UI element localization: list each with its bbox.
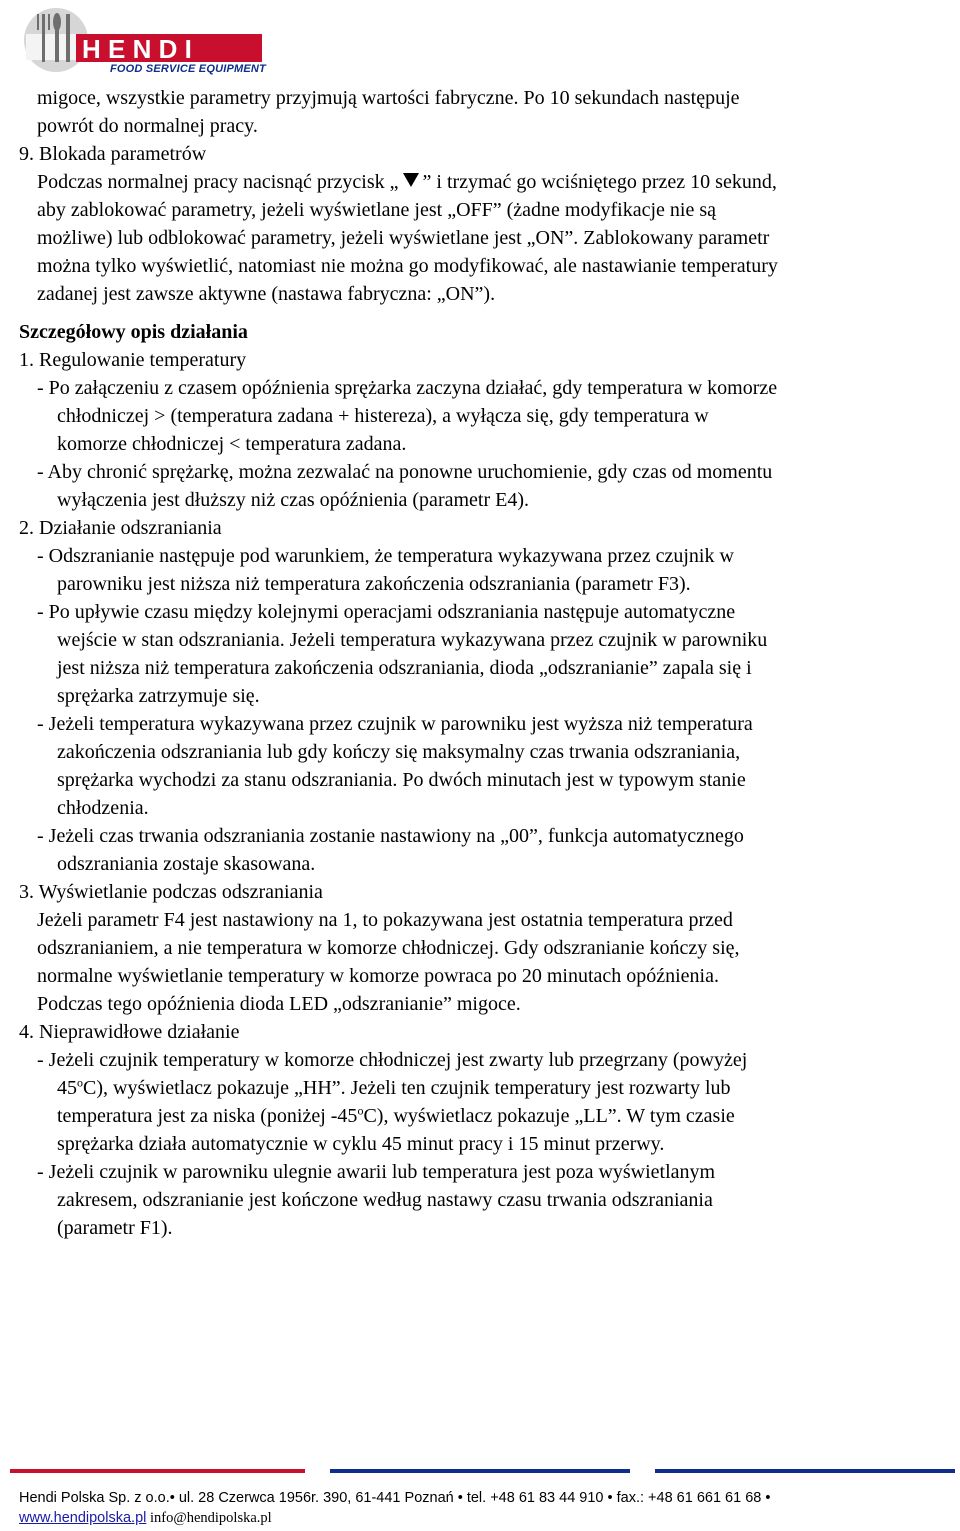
text-line: zakresem, odszranianie jest kończone według nastawy czasu trwania odszraniania (57, 1189, 713, 1211)
text-line: - Jeżeli czujnik w parowniku ulegnie awarii lub temperatura jest poza wyświetlanym (37, 1161, 716, 1183)
degree-superscript: o (77, 1075, 83, 1090)
text-line: odszraniania zostaje skasowana. (57, 853, 316, 875)
hendi-logo (20, 4, 266, 78)
website-link[interactable]: www.hendipolska.pl (19, 1510, 147, 1526)
text-line: można tylko wyświetlić, natomiast nie można go modyfikować, ale nastawianie temperatury (37, 255, 778, 277)
text-line: aby zablokować parametry, jeżeli wyświetlane jest „OFF” (żadne modyfikacje nie są (37, 199, 716, 221)
logo-letters: H E N D I (82, 34, 192, 64)
subsection-heading-4: 4. Nieprawidłowe działanie (19, 1021, 240, 1043)
text-line: jest niższa niż temperatura zakończenia odszraniania, dioda „odszranianie” zapala się i (57, 657, 752, 679)
text-line: - Po załączeniu z czasem opóźnienia sprężarka zaczyna działać, gdy temperatura w komorze (37, 377, 778, 399)
degree-superscript: o (357, 1103, 364, 1118)
text-line: normalne wyświetlanie temperatury w komorze powraca po 20 minutach opóźnienia. (37, 965, 719, 987)
subsection-heading-1: 1. Regulowanie temperatury (19, 349, 247, 371)
footer-divider-blue (655, 1469, 955, 1473)
text-line: chłodzenia. (57, 797, 149, 819)
footer-contact (19, 1510, 272, 1527)
footer-address: Hendi Polska Sp. z o.o.• ul. 28 Czerwca 1956r. 390, 61-441 Poznań • tel. +48 61 83 44 910 • fax.: +48 61 661 61 68 • (19, 1490, 771, 1506)
text-line (57, 1102, 735, 1130)
subsection-heading-2: 2. Działanie odszraniania (19, 517, 222, 539)
text-line (57, 1074, 731, 1102)
text-line: sprężarka wychodzi za stanu odszraniania. Po dwóch minutach jest w typowym stanie (57, 769, 746, 791)
text-line: zadanej jest zawsze aktywne (nastawa fabryczna: „ON”). (37, 283, 496, 305)
email-text: info@hendipolska.pl (149, 1510, 272, 1526)
text-line: komorze chłodniczej < temperatura zadana. (57, 433, 407, 455)
text-line (37, 168, 777, 196)
text-span: C), wyświetlacz pokazuje „LL”. W tym czasie (363, 1105, 735, 1127)
subsection-heading-3: 3. Wyświetlanie podczas odszraniania (19, 881, 323, 903)
text-span: ” i trzymać go wciśniętego przez 10 sekund, (422, 171, 777, 193)
footer-divider-red (10, 1469, 305, 1473)
footer-divider-blue (330, 1469, 630, 1473)
text-line: powrót do normalnej pracy. (37, 115, 258, 137)
text-line: migoce, wszystkie parametry przyjmują wartości fabryczne. Po 10 sekundach następuje (37, 87, 740, 109)
text-line: Jeżeli parametr F4 jest nastawiony na 1, to pokazywana jest ostatnia temperatura przed (37, 909, 733, 931)
logo-wordmark (76, 32, 266, 64)
text-span: temperatura jest za niska (poniżej -45 (57, 1105, 358, 1127)
text-line: - Aby chronić sprężarkę, można zezwalać na ponowne uruchomienie, gdy czas od momentu (37, 461, 773, 483)
text-line: wejście w stan odszraniania. Jeżeli temperatura wykazywana przez czujnik w parowniku (57, 629, 768, 651)
text-line: - Jeżeli temperatura wykazywana przez czujnik w parowniku jest wyższa niż temperatura (37, 713, 753, 735)
down-arrow-icon (403, 173, 419, 187)
text-line: sprężarka działa automatycznie w cyklu 45 minut pracy i 15 minut przerwy. (57, 1133, 665, 1155)
text-line: - Po upływie czasu między kolejnymi operacjami odszraniania następuje automatyczne (37, 601, 736, 623)
text-line: parowniku jest niższa niż temperatura zakończenia odszraniania (parametr F3). (57, 573, 691, 595)
text-line: odszranianiem, a nie temperatura w komorze chłodniczej. Gdy odszranianie kończy się, (37, 937, 740, 959)
text-line: wyłączenia jest dłuższy niż czas opóźnienia (parametr E4). (57, 489, 530, 511)
section-title: Szczegółowy opis działania (19, 321, 248, 343)
text-line: sprężarka zatrzymuje się. (57, 685, 260, 707)
text-line: - Jeżeli czas trwania odszraniania zostanie nastawiony na „00”, funkcja automatycznego (37, 825, 744, 847)
text-line: chłodniczej > (temperatura zadana + histereza), a wyłącza się, gdy temperatura w (57, 405, 709, 427)
text-line: Podczas tego opóźnienia dioda LED „odszranianie” migoce. (37, 993, 521, 1015)
text-line: (parametr F1). (57, 1217, 173, 1239)
section-heading-9: 9. Blokada parametrów (19, 143, 207, 165)
text-line: zakończenia odszraniania lub gdy kończy się maksymalny czas trwania odszraniania, (57, 741, 741, 763)
text-span: Podczas normalnej pracy nacisnąć przycisk „ (37, 171, 399, 193)
text-line: - Odszranianie następuje pod warunkiem, że temperatura wykazywana przez czujnik w (37, 545, 734, 567)
text-span: C), wyświetlacz pokazuje „HH”. Jeżeli ten czujnik temperatury jest rozwarty lub (83, 1077, 731, 1099)
text-line: - Jeżeli czujnik temperatury w komorze chłodniczej jest zwarty lub przegrzany (powyżej (37, 1049, 748, 1071)
text-line: możliwe) lub odblokować parametry, jeżeli wyświetlane jest „ON”. Zablokowany parametr (37, 227, 770, 249)
logo-tagline: FOOD SERVICE EQUIPMENT (110, 63, 266, 75)
text-span: 45 (57, 1077, 77, 1099)
